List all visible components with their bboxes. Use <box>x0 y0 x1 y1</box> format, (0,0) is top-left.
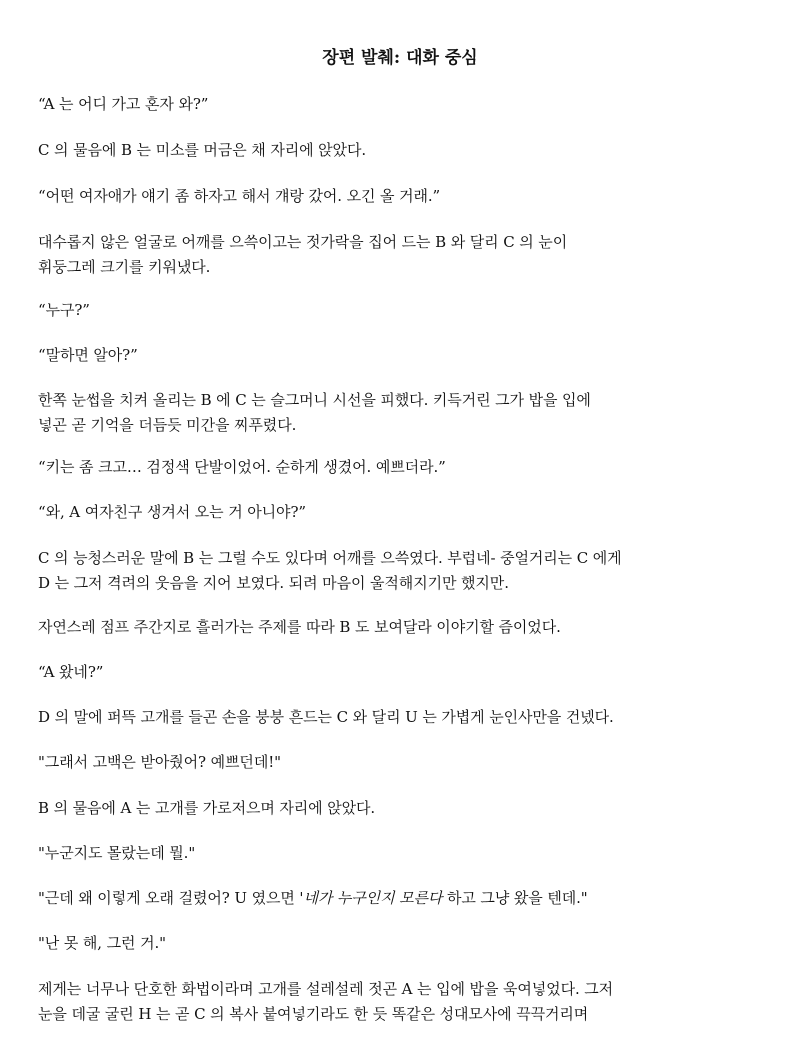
paragraph <box>38 138 778 163</box>
paragraph <box>38 455 778 480</box>
paragraph <box>38 546 778 596</box>
paragraph-line: 제게는 너무나 단호한 화법이라며 고개를 설레설레 젓곤 A 는 입에 밥을 욱여넣었다. 그저 <box>38 980 614 998</box>
paragraph-line: “와, A 여자친구 생겨서 오는 거 아니야?” <box>38 503 306 521</box>
paragraph-line: “A 왔네?” <box>38 663 104 681</box>
paragraph-line: 눈을 데굴 굴린 H 는 곧 C 의 복사 붙여넣기라도 한 듯 똑같은 성대모사에 끅끅거리며 <box>38 1005 589 1023</box>
paragraph-line: "난 못 해, 그런 거." <box>38 934 166 952</box>
paragraph-line: B 의 물음에 A 는 고개를 가로저으며 자리에 앉았다. <box>38 799 376 817</box>
paragraph-line: “누구?” <box>38 301 90 319</box>
paragraph-line <box>38 886 778 911</box>
paragraph <box>38 796 778 821</box>
paragraph <box>38 615 778 640</box>
paragraph-line: D 는 그저 격려의 웃음을 지어 보였다. 되려 마음이 울적해지기만 했지만. <box>38 574 509 592</box>
paragraph <box>38 841 778 866</box>
paragraph-line: “말하면 알아?” <box>38 346 138 364</box>
paragraph-line: “A 는 어디 가고 혼자 와?” <box>38 95 209 113</box>
paragraph <box>38 886 778 911</box>
dialogue-text: 하고 그냥 왔을 텐데." <box>442 889 588 907</box>
paragraph <box>38 500 778 525</box>
paragraph-line: 자연스레 점프 주간지로 흘러가는 주제를 따라 B 도 보여달라 이야기할 즘이었다. <box>38 618 561 636</box>
paragraph-line: 대수롭지 않은 얼굴로 어깨를 으쓱이고는 젓가락을 집어 드는 B 와 달리 C 의 눈이 <box>38 233 568 251</box>
paragraph-line: D 의 말에 퍼뜩 고개를 들곤 손을 붕붕 흔드는 C 와 달리 U 는 가볍게 눈인사만을 건넸다. <box>38 708 614 726</box>
paragraph-line: “어떤 여자애가 얘기 좀 하자고 해서 걔랑 갔어. 오긴 올 거래.” <box>38 187 441 205</box>
paragraph <box>38 388 778 438</box>
paragraph <box>38 230 778 280</box>
paragraph-line: 한쪽 눈썹을 치켜 올리는 B 에 C 는 슬그머니 시선을 피했다. 키득거린 그가 밥을 입에 <box>38 391 591 409</box>
document-title: 장편 발췌: 대화 중심 <box>322 48 478 68</box>
paragraph <box>38 92 778 117</box>
paragraph-line: 휘둥그레 크기를 키워냈다. <box>38 258 211 276</box>
paragraph <box>38 184 778 209</box>
paragraph <box>38 343 778 368</box>
paragraph-line: “키는 좀 크고… 검정색 단발이었어. 순하게 생겼어. 예쁘더라.” <box>38 458 446 476</box>
paragraph <box>38 298 778 323</box>
emphasized-text: 네가 누구인지 모른다 <box>303 889 443 907</box>
paragraph <box>38 931 778 956</box>
paragraph <box>38 750 778 775</box>
paragraph-line: 넣곤 곧 기억을 더듬듯 미간을 찌푸렸다. <box>38 416 297 434</box>
paragraph <box>38 977 778 1027</box>
paragraph-line: "누군지도 몰랐는데 뭘." <box>38 844 196 862</box>
paragraph <box>38 705 778 730</box>
paragraph-line: "그래서 고백은 받아줬어? 예쁘던데!" <box>38 753 281 771</box>
paragraph-line: C 의 능청스러운 말에 B 는 그럴 수도 있다며 어깨를 으쓱였다. 부럽네- 중얼거리는 C 에게 <box>38 549 622 567</box>
paragraph <box>38 660 778 685</box>
dialogue-text: "근데 왜 이렇게 오래 걸렸어? U 였으면 ' <box>38 889 304 907</box>
paragraph-line: C 의 물음에 B 는 미소를 머금은 채 자리에 앉았다. <box>38 141 367 159</box>
